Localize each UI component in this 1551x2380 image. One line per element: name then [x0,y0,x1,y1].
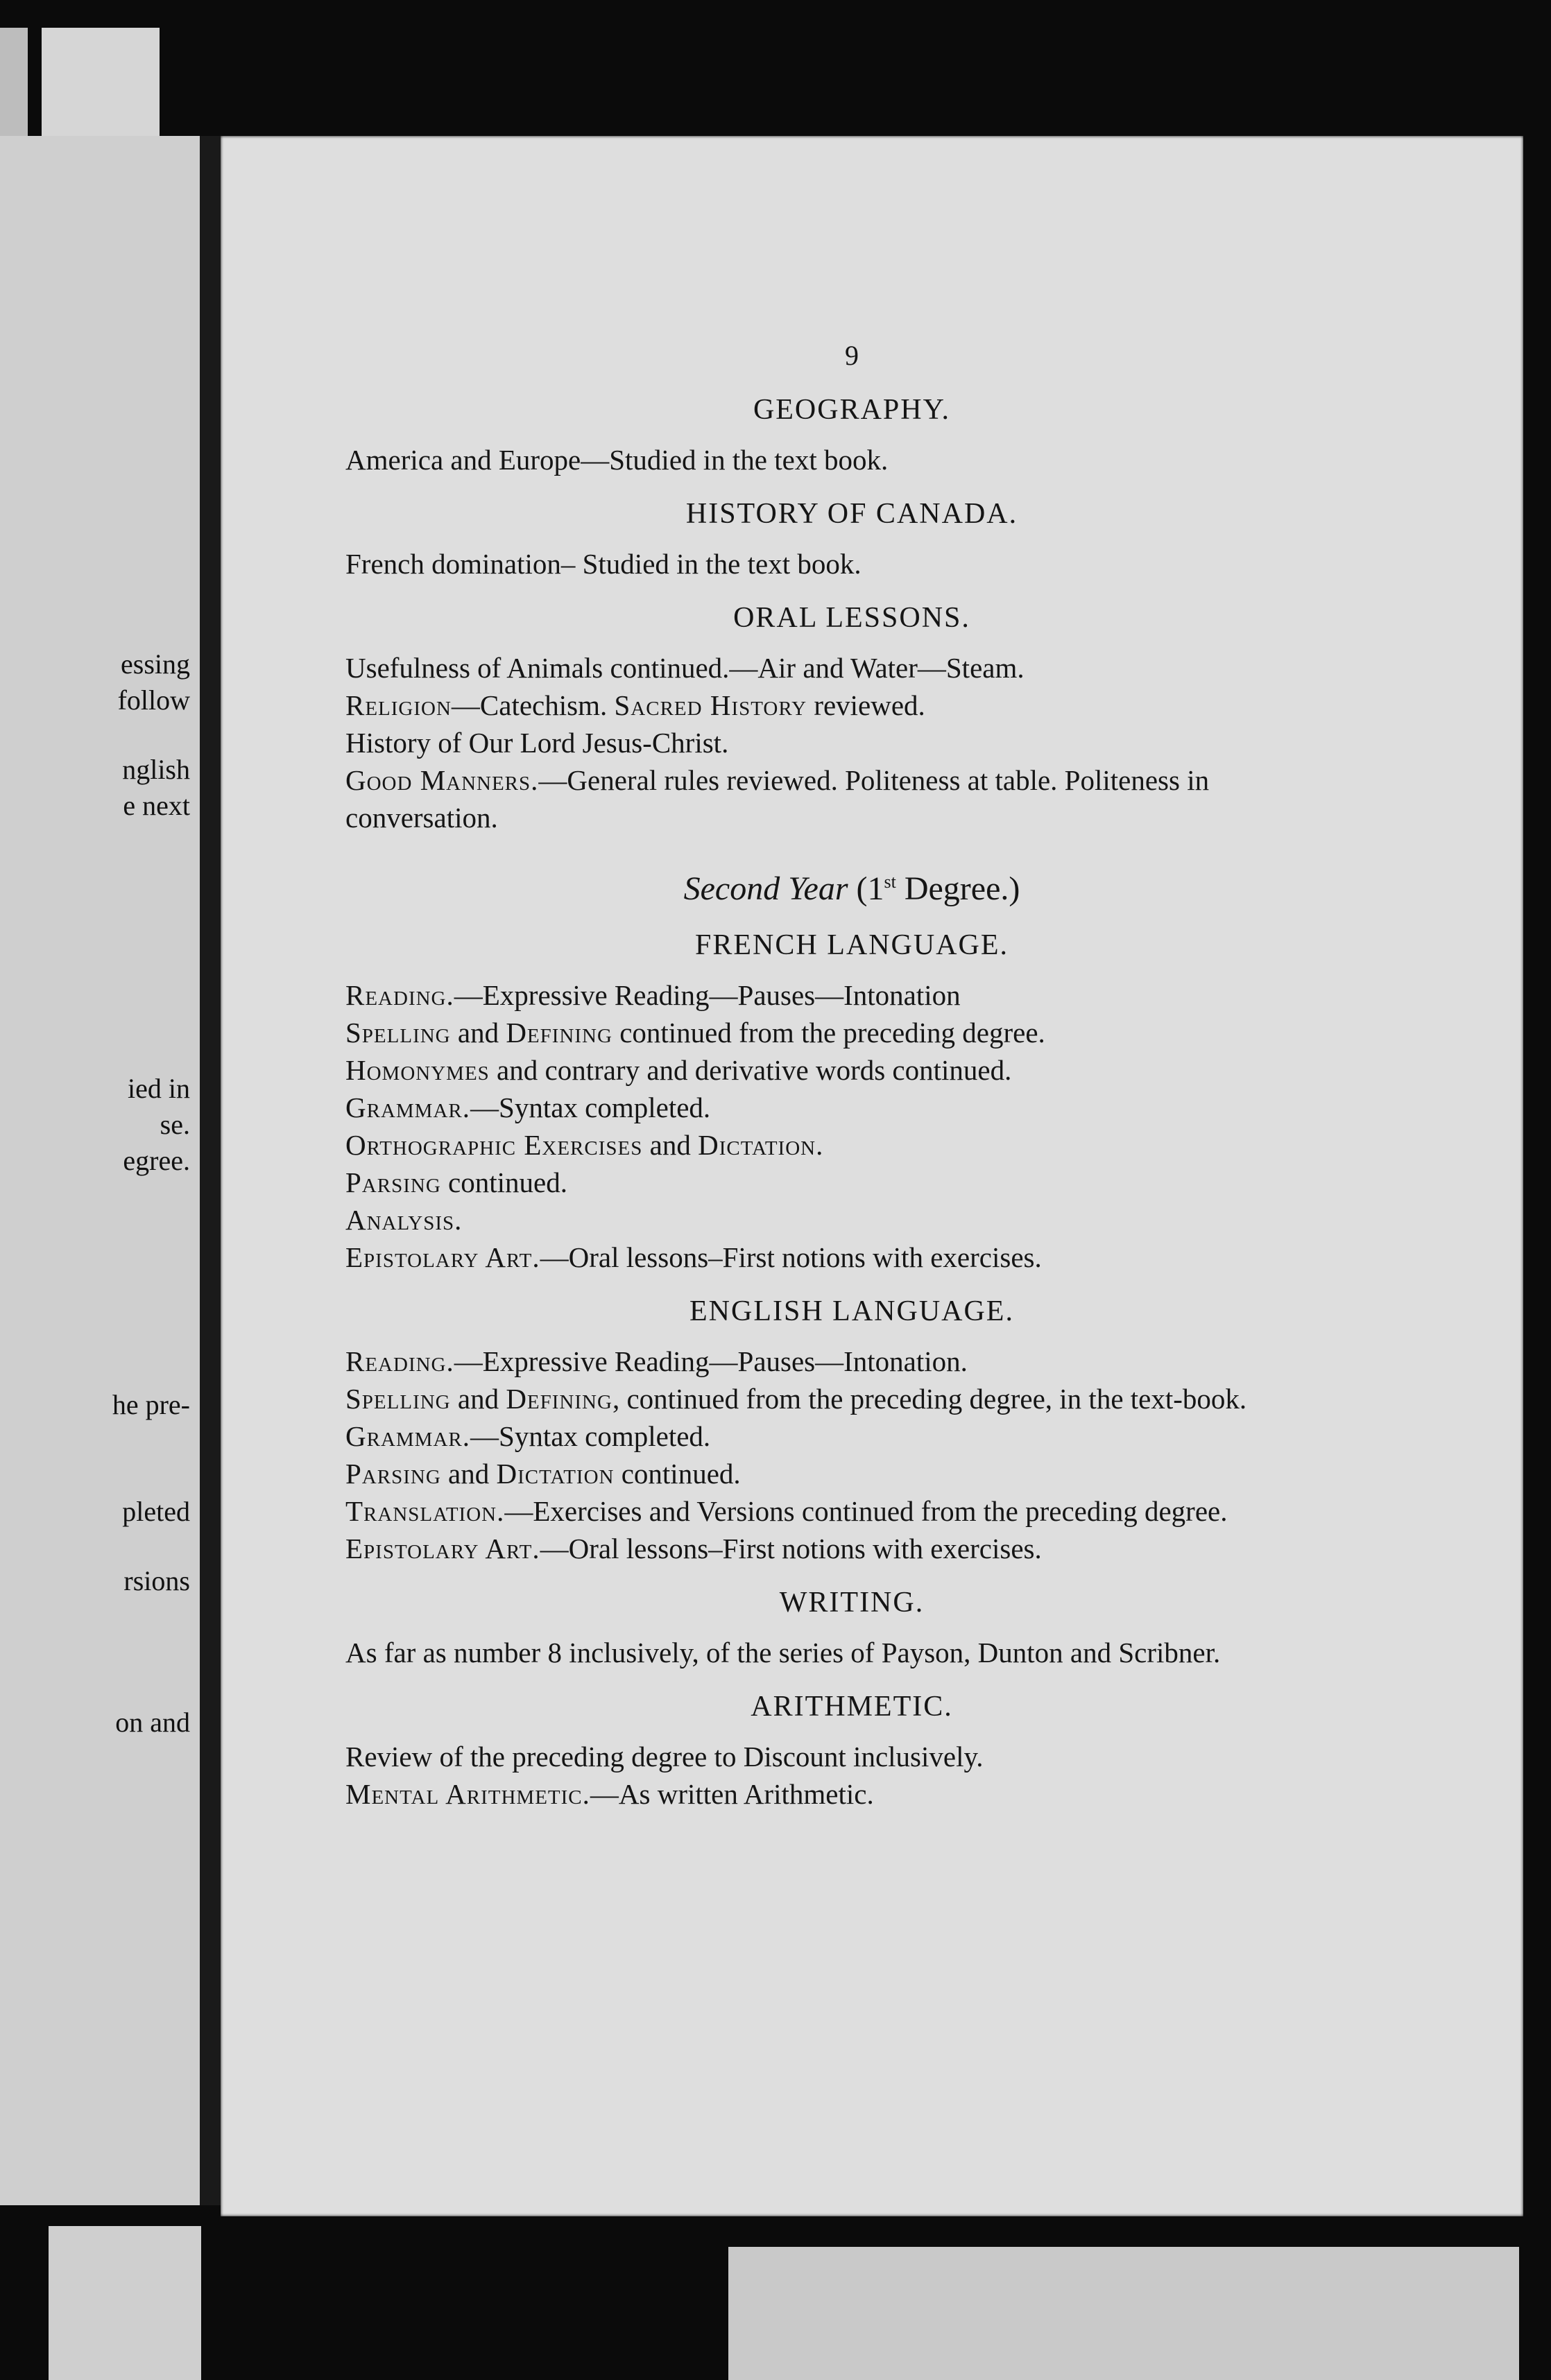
english-lead: Translation. [345,1495,505,1527]
english-text: continued. [614,1458,741,1490]
english-text: —Exercises and Versions continued from the preceding degree. [504,1495,1228,1527]
writing-heading: WRITING. [779,1587,925,1619]
gutter [200,136,221,2205]
oral-lead: Good Manners. [345,764,539,796]
english-line [345,1455,1358,1492]
english-text: and [440,1458,497,1490]
french-line [345,1239,1358,1276]
french-lead: Orthographic Exercises [345,1129,643,1161]
english-line [345,1417,1358,1455]
oral-text: History of Our Lord Jesus-Christ. [345,727,729,759]
french-text: and [450,1017,506,1049]
english-text: , continued from the preceding degree, in the text-book. [612,1383,1247,1415]
left-fragment: essing [121,648,190,680]
english-lead: Spelling [345,1383,451,1415]
second-year-sup: st [884,872,896,892]
english-text: and [450,1383,506,1415]
english-lead: Reading. [345,1345,454,1377]
arithmetic-line [345,1775,1358,1813]
english-text: —Expressive Reading—Pauses—Intonation. [454,1345,968,1377]
oral-line [345,649,1358,687]
oral-lead: Religion [345,689,452,721]
page-number: 9 [845,340,859,371]
second-year-heading [345,861,1358,910]
french-line [345,1051,1358,1089]
oral-text: —General rules reviewed. Politeness at table. Politeness in conversation. [345,764,1210,834]
french-lead: Epistolary Art. [345,1241,540,1273]
geography-text: America and Europe—Studied in the text book. [345,444,889,476]
french-heading: FRENCH LANGUAGE. [695,929,1009,961]
french-text: continued from the preceding degree. [612,1017,1045,1049]
english-text: —Syntax completed. [470,1420,711,1452]
writing-text: As far as number 8 inclusively, of the series of Payson, Dunton and Scribner. [345,1637,1221,1668]
top-left-strip-2 [0,28,28,139]
left-fragment: egree. [123,1145,190,1176]
english-line [345,1492,1358,1530]
english-text: —Oral lessons–First notions with exercises. [540,1533,1042,1564]
english-line [345,1530,1358,1567]
english-heading: ENGLISH LANGUAGE. [689,1295,1014,1327]
history-text: French domination– Studied in the text book. [345,548,862,580]
page-content [345,337,1358,1813]
french-lead: Reading. [345,979,454,1011]
arithmetic-lead: Mental Arithmetic. [345,1778,590,1810]
oral-text: —Catechism. [451,689,615,721]
second-year-end: Degree.) [896,870,1020,907]
english-line [345,1380,1358,1417]
french-lead: Spelling [345,1017,451,1049]
french-text: continued. [440,1166,567,1198]
left-fragment: he pre- [112,1389,190,1420]
french-line [345,1089,1358,1126]
french-line [345,1014,1358,1051]
left-fragment: ied in [128,1073,190,1104]
english-lead: Parsing [345,1458,441,1490]
english-lead: Defining [506,1383,612,1415]
left-fragment: e next [123,790,190,821]
french-text: and [642,1129,699,1161]
left-fragment: follow [117,684,190,716]
french-line [345,1201,1358,1239]
left-page [0,136,200,2205]
top-left-strip [42,28,160,139]
second-year-italic: Second Year [683,870,848,907]
french-lead: Homonymes [345,1054,490,1086]
french-lead: Analysis. [345,1204,463,1236]
oral-text: Usefulness of Animals continued.—Air and Water—Steam. [345,652,1025,684]
english-lead: Dictation [496,1458,615,1490]
left-fragment: rsions [123,1565,190,1596]
left-fragment: nglish [122,754,190,785]
oral-lessons-heading: ORAL LESSONS. [733,602,970,634]
bottom-left-strip [49,2226,201,2380]
oral-text: reviewed. [807,689,925,721]
french-text: —Expressive Reading—Pauses—Intonation [454,979,961,1011]
arithmetic-text: Review of the preceding degree to Discount inclusively. [345,1741,984,1773]
french-text: —Syntax completed. [470,1092,711,1123]
french-line [345,976,1358,1014]
french-line [345,1126,1358,1164]
bottom-right-strip [728,2247,1519,2380]
english-lead: Grammar. [345,1420,471,1452]
left-fragment: on and [115,1707,190,1738]
french-text: and contrary and derivative words continued. [489,1054,1012,1086]
english-line [345,1343,1358,1380]
oral-line [345,687,1358,724]
french-lead: Grammar. [345,1092,471,1123]
oral-lead: Sacred History [614,689,807,721]
second-year-rest: (1 [848,870,884,907]
geography-heading: GEOGRAPHY. [753,394,951,426]
arithmetic-heading: ARITHMETIC. [751,1691,953,1723]
document-page [221,136,1523,2216]
french-lead: Dictation. [698,1129,824,1161]
arithmetic-text: —As written Arithmetic. [590,1778,874,1810]
oral-line [345,724,1358,761]
english-lead: Epistolary Art. [345,1533,540,1564]
french-text: —Oral lessons–First notions with exercises. [540,1241,1042,1273]
history-heading: HISTORY OF CANADA. [685,498,1018,530]
french-lead: Defining [506,1017,612,1049]
left-fragment: se. [160,1109,190,1140]
french-line [345,1164,1358,1201]
left-fragment: pleted [122,1496,190,1527]
oral-line [345,761,1358,836]
french-lead: Parsing [345,1166,441,1198]
